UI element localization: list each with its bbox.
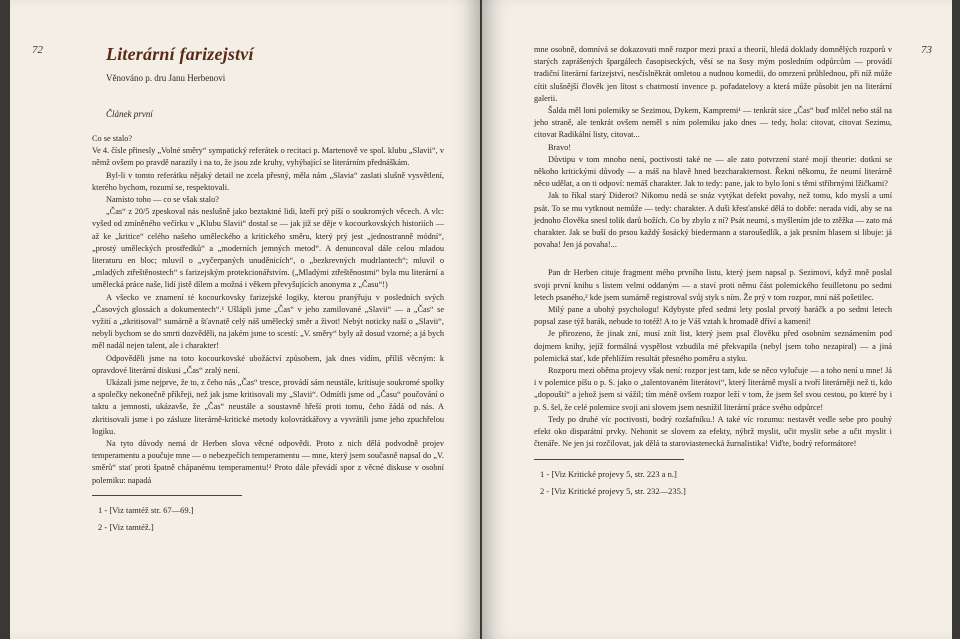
footnote: 2 - [Viz tamtéž.] — [98, 521, 154, 532]
footnote: 1 - [Viz Kritické projevy 5, str. 223 a n.] — [540, 468, 677, 479]
paragraph: Na tyto důvody nemá dr Herben slova věcné odpovědi. Proto z nich dělá podvodně projev temperamentu a poučuje mne — o nebezpečích temperamentu — mne, který jsem současně napsal do „V. směrů“ stať proti špatně chápanému temperamentu!² Proto dále převádí spor z věcné diskuse v osobní polemiku: napadá — [92, 439, 444, 485]
paragraph: A všecko ve znamení té kocourkovsky farizejské logiky, kterou pranýřuju v posledních svých „Časových glossách a dokumentech“.¹ Ušlápli jsme „Čas“ v jeho zamilované „Slavii“ — a „Čas“ se vyžití a „zkritisoval“ sumárně a šťavnatě celý náš umělecký směr a život! Nebýt noticky naší o „Slavii“, nebyli bychom se do smrti dozvěděli, na jakém jsme to scestí: „V. směry“ byly až dosud vzorné; a já bych měl nadál nejen talent, ale i charakter! — [92, 292, 444, 351]
left-page — [10, 0, 480, 639]
paragraph: Ve 4. čísle přinesly „Volné směry“ sympatický referátek o recitaci p. Martenově ve spol. klubu „Slavii“, v němž ovšem po pravdě narazily i na to, že jsou zde kruhy, vyhýbající se literárním přednáškám. — [92, 146, 444, 168]
paragraph: Rozporu mezi oběma projevy však není: rozpor jest tam, kde se něco vylučuje — a toho není u mne! Já i v polemice píšu o p. S. jako o „talentovaném literátovi“, který literárně myslí a tvoří literárněji než ti, kdo „dopouští“ a jehož jsem si vážil; tím méně ovšem rozpor leží v tom, že jsem šel svou cestou, po které by i p. S. šel, že celé polemice svoji ani slovem jsem nesnížil literární práce svého odpůrce! — [534, 366, 892, 412]
footnote: 1 - [Viz tamtéž str. 67—69.] — [98, 504, 194, 515]
body-text — [534, 44, 892, 451]
paragraph: Bravo! — [548, 142, 572, 152]
dedication: Věnováno p. dru Janu Herbenovi — [106, 73, 226, 83]
paragraph: Byl-li v tomto referátku nějaký detail ne zcela přesný, měla nám „Slavia“ zaslati slušně vysvětlení, kterého bychom, rozumí se, respektovali. — [92, 170, 444, 192]
right-page — [482, 0, 952, 639]
footnotes — [92, 502, 444, 536]
footnote-rule — [534, 459, 684, 460]
paragraph: Jak to říkal starý Diderot? Nikomu nedá se snáz vytýkat defekt povahy, než tomu, kdo myslí a umí psát. To se mu vytknout nemůže — tedy: charakter. A duši křesťanské dělá to dobře: nerada vidí, aby se na jednoho člověka snesl tolik darů božích. Co by zbylo z ní? Psát neumí, s myšlením jde to ztěžka — zato má charakter. Jak se buší do prsou každý šosácký biedermann a staroušedlík, a jak prsním hlasem si libuje: já povaha! Jen já povaha!... — [534, 191, 892, 250]
paragraph: Namísto toho — co se však stalo? — [106, 195, 219, 205]
article-subtitle: Článek první — [106, 109, 153, 119]
article-title: Literární farizejství — [106, 44, 254, 64]
body-text — [92, 133, 444, 487]
paragraph: Tedy po druhé víc poctivosti, bodrý rozšafníku.! A také víc rozumu: nestavět vedle sebe pro pouhý efekt oko disparátní prvky. Nehonit se slovem za efekty, nýbrž myslit, učit myslit sebe a učit myslit i čtenáře. Ne jen jsi rozčilovat, jak dělá ta staroviastenecká žurnalistika! Viďte, bodrý reformátore! — [534, 414, 892, 449]
paragraph: Co se stalo? — [92, 134, 133, 143]
footnote-rule — [92, 495, 242, 496]
paragraph: Odpověděli jsme na toto kocourkovské ubožáctví způsobem, jak dnes vídím, příliš věcným: k opravdové literární diskusi „Čas“ zralý není. — [92, 353, 444, 375]
paragraph: Důvtipu v tom mnoho není, poctivosti také ne — ale zato potvrzení staré mojí theorie: dotkni se někoho kritickými důvody — a máš na hlavě hned bezcharakternost. Řekni někomu, že neumí literárně něco udělat, a on ti odpoví: nemáš charakter. Jak to tedy: pane, jak to bylo loni s těmi stříbrnými lžičkami? — [534, 154, 892, 189]
page-number: 73 — [921, 44, 932, 56]
paragraph: Milý pane a ubohý psychologu! Kdybyste před sedmi lety poslal prvotý baráčk a po sedmi letech popsal zase týž barák, nebude to totéž! A to je Váš vztah k hromadě dříví a kamení! — [534, 305, 892, 327]
footnotes — [534, 466, 892, 500]
paragraph: mne osobně, domnívá se dokazovati mně rozpor mezi praxí a theorií, hledá doklady domnělých rozporů v starých zaprášených špargálech časopiseckých, věsí se na šosy mým posledním odpůrcům — provádí tradiční literární farizejství, nesčíslněkrát omletou a nudnou komedii, do omrzení průhlednou, při níž může cítit slušnější člověk jen lítost s chatrností invence p. pořadatelovy a která může působit jen na literární galerii. — [534, 45, 892, 103]
right-content — [534, 44, 892, 500]
paragraph: Šalda měl loni polemiky se Sezimou, Dykem, Kampremi¹ — tenkrát sice „Čas“ buď mlčel nebo stál na jeho straně, ale tenkrát ovšem neměl s ním polemiku jako dnes — tedy, hola: citovat, citovat Sezimu, citovat Radikální listy, citovat... — [534, 106, 892, 140]
section-break — [534, 251, 892, 267]
paragraph: Je přirozeno, že jinak zní, musí znít list, který jsem psal člověku před osobním seznámením pod dojmem knihy, jejíž formálná vyspělost vzbudila mé překvapila (nebyl jsem toho nezapiral) — a jiná polemická stať, kde přehlížím resultát přesného poměru a styku. — [534, 329, 892, 363]
paragraph: Ukázali jsme nejprve, že to, z čeho nás „Čas“ tresce, provádí sám neustále, kritisuje soukromé spolky a společky nekonečně příkřeji, než jak jsme kritisovali my „Slavii“. Odmítli jsme od „Času“ poučování o taktu a jemnosti, ukázavše, že „Čas“ neustále a soustavně hřeší proti tomu, čeho žádá od nás. A zkritisovali jsme i po zásluze literárně-kritické metody kolovrátkářovy a vyvrátili jsme jeho zpuchřelou logiku. — [92, 378, 444, 436]
footnote: 2 - [Viz Kritické projevy 5, str. 232—235.] — [540, 485, 686, 496]
left-content — [92, 44, 444, 536]
paragraph: „Čas“ z 20/5 zpeskoval nás neslušně jako beztaktné lidi, kteří prý píší o soukromých věcech. A vlc: vyšed od zmíněného večírku v „Klubu Slavii“ dostal se — jak již se děje v kocourkovských historiích — až ke „kritice“ celého našeho uměleckého a kritického směru, který prý jest „jednostranně módní“, „prostý uměleckých prostředků“ a „moderních jemných metod“. A denuncoval dále celou mladou literaturu en bloc; mluvil o „vyčerpaných unuděnicích“, o „bezkrevných mudrlantech“; mluvil o „mladých ztřeštěnostech“ s farizejským protekcionářstvím. („Mladými ztřeštěnostmi“ byla mu literární a umělecká práce naše, lidí jistě dílem a možná i věkem převyšujících anonyma z „Času“!) — [92, 207, 444, 290]
paragraph: Pan dr Herben cituje fragment mého prvního listu, který jsem napsal p. Sezimovi, když mně poslal svoji první knihu s listem velmi oddaným — a staví proti němu část polemického feuilletonu po sedmi letech psaného,² kde jsem sumárně registroval svůj styk s ním. Že prý v tom rozpor, mní náš pošetilec. — [534, 268, 892, 302]
page-number: 72 — [32, 44, 43, 56]
